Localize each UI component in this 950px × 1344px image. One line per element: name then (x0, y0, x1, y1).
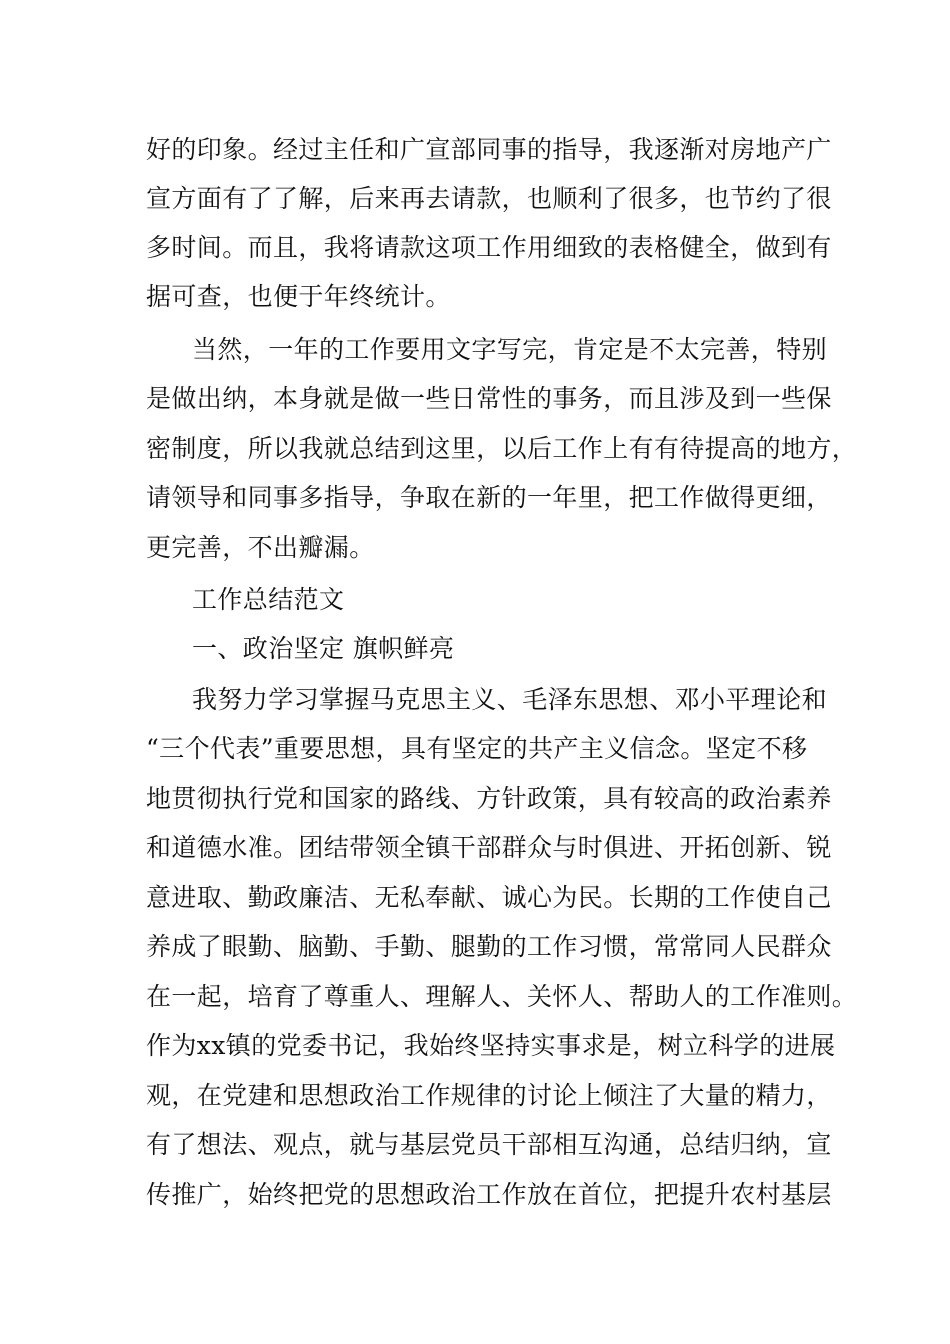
text-line: 传推广，始终把党的思想政治工作放在首位，把提升农村基层 (146, 1180, 832, 1209)
section-heading: 工作总结范文 (192, 585, 345, 614)
text-line: 宣方面有了了解，后来再去请款，也顺利了很多，也节约了很 (146, 184, 832, 213)
paragraph-start-line: 我努力学习掌握马克思主义、毛泽东思想、邓小平理论和 (192, 685, 828, 714)
text-line: 意进取、勤政廉洁、无私奉献、诚心为民。长期的工作使自己 (146, 883, 832, 912)
text-line: 和道德水准。团结带领全镇干部群众与时俱进、开拓创新、锐 (146, 833, 832, 862)
text-line: 好的印象。经过主任和广宣部同事的指导，我逐渐对房地产广 (146, 135, 832, 164)
text-line: 养成了眼勤、脑勤、手勤、腿勤的工作习惯，常常同人民群众 (146, 932, 832, 961)
subsection-heading: 一、政治坚定 旗帜鲜亮 (192, 634, 455, 663)
text-line: 有了想法、观点，就与基层党员干部相互沟通，总结归纳，宣 (146, 1130, 832, 1159)
text-line: 是做出纳，本身就是做一些日常性的事务，而且涉及到一些保 (146, 384, 832, 413)
text-line: “三个代表”重要思想，具有坚定的共产主义信念。坚定不移 (146, 734, 808, 763)
text-line: 多时间。而且，我将请款这项工作用细致的表格健全，做到有 (146, 233, 832, 262)
text-line: 作为xx镇的党委书记，我始终坚持实事求是，树立科学的进展 (146, 1031, 836, 1060)
text-line: 更完善，不出瓣漏。 (146, 533, 375, 562)
text-line: 据可查，也便于年终统计。 (146, 282, 451, 311)
text-line: 密制度，所以我就总结到这里，以后工作上有有待提高的地方， (146, 434, 858, 463)
text-line: 观，在党建和思想政治工作规律的讨论上倾注了大量的精力， (146, 1081, 832, 1110)
text-line: 在一起，培育了尊重人、理解人、关怀人、帮助人的工作准则。 (146, 982, 858, 1011)
text-line: 请领导和同事多指导，争取在新的一年里，把工作做得更细， (146, 483, 832, 512)
text-line: 地贯彻执行党和国家的路线、方针政策，具有较高的政治素养 (146, 784, 832, 813)
paragraph-start-line: 当然，一年的工作要用文字写完，肯定是不太完善，特别 (192, 335, 828, 364)
